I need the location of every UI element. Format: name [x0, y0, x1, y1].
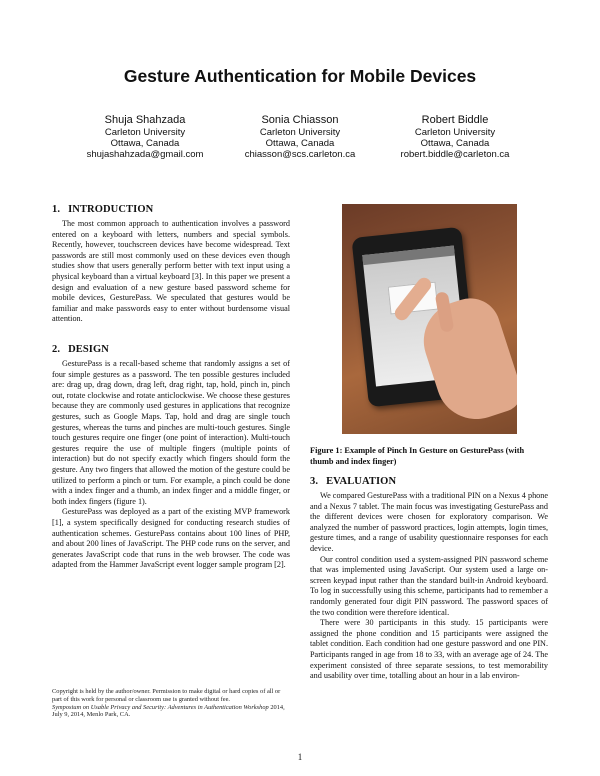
venue-date: 2014, July 9, 2014, Menlo Park, CA.: [52, 703, 285, 719]
author-name: Robert Biddle: [421, 114, 489, 126]
author-affiliation: Carleton University: [414, 127, 496, 138]
figure-caption: Figure 1: Example of Pinch In Gesture on GesturePass (with thumb and index finger): [310, 446, 525, 466]
section-title: EVALUATION: [326, 476, 397, 487]
author-location: Ottawa, Canada: [420, 138, 490, 149]
paragraph: GesturePass was deployed as a part of the existing MVP framework [1], a system specifically designed for conducting research studies of authentication schemes. GesturePass contains about 100 lines of PHP, and about 200 lines of JavaScript. The PHP code runs on the server, and generates JavaScript code that runs in the web browser. The code was adapted from the Hammer JavaScript event logger sample program [2].: [52, 507, 290, 570]
copyright-notice: [52, 688, 290, 719]
section-title: INTRODUCTION: [68, 204, 154, 215]
author-email[interactable]: shujashahzada@gmail.com: [86, 149, 204, 160]
section-introduction: [52, 204, 290, 325]
paper-title: Gesture Authentication for Mobile Devices: [123, 66, 477, 86]
section-number: 3.: [310, 476, 319, 487]
screen-status-bar: [362, 246, 455, 266]
section-number: 1.: [52, 204, 61, 215]
paragraph: There were 30 participants in this study. 15 participants were assigned the phone condition and 15 participants were assigned the tablet condition. Each condition had one gesture password and one PIN. Participants ranged in age from 18 to 33, with an average age of 24. The experiment consisted of three separate sessions, to test memorability and usability over time, totalling about an hour in a lab environ-: [310, 618, 548, 681]
author-name: Shuja Shahzada: [104, 114, 186, 126]
author-1: [70, 114, 220, 160]
author-email[interactable]: robert.biddle@carleton.ca: [400, 149, 510, 160]
author-affiliation: Carleton University: [104, 127, 186, 138]
author-3: [380, 114, 530, 160]
author-location: Ottawa, Canada: [110, 138, 180, 149]
copyright-text: Copyright is held by the author/owner. Permission to make digital or hard copies of all or part of this work for personal or classroom use is granted without fee.: [52, 688, 281, 703]
figure-photo: [342, 204, 517, 434]
venue-name: Symposium on Usable Privacy and Security: Adventures in Authentication Workshop: [52, 703, 269, 711]
section-evaluation: [310, 476, 548, 682]
page-number: 1: [297, 752, 303, 762]
section-title: DESIGN: [68, 344, 109, 355]
section-heading: [52, 344, 290, 355]
paragraph: We compared GesturePass with a traditional PIN on a Nexus 4 phone and a Nexus 7 tablet. The main focus was investigating GesturePass and the different devices were chosen for exploratory comparison. We analyzed the number of password practices, login attempts, login times, gesture times, and a range of usability questionnaire responses for each device.: [310, 491, 548, 553]
author-2: [225, 114, 375, 160]
author-email[interactable]: chiasson@scs.carleton.ca: [244, 149, 356, 160]
author-affiliation: Carleton University: [259, 127, 341, 138]
paragraph: The most common approach to authentication involves a password entered on a keyboard with letters, numbers and special symbols. Recently, however, touchscreen devices have become widespread. Text passwords are still most commonly used on these devices even though studies show that users generally perform better with text input using a physical keyboard than a virtual keyboard [3]. In this paper we present a design and evaluation of a new gesture based password scheme for mobile devices, GesturePass. We speculated that gestures would be familiar and make passwords easy to enter without burdensome visual attention.: [52, 219, 290, 324]
paragraph: Our control condition used a system-assigned PIN password scheme that was implemented using JavaScript. Our system used a large on-screen keypad input rather than the standard built-in Android keyboard. To log in successfully using this scheme, participants had to remember a randomly generated four digit PIN password. The password spaces of the two condition were therefore identical.: [310, 554, 548, 617]
section-heading: [310, 476, 548, 487]
author-block: [70, 114, 530, 160]
section-number: 2.: [52, 344, 61, 355]
section-design: [52, 344, 290, 571]
section-heading: [52, 204, 290, 215]
author-location: Ottawa, Canada: [265, 138, 335, 149]
paragraph: GesturePass is a recall-based scheme that randomly assigns a set of four simple gestures as a password. The ten possible gestures included are: drag up, drag down, drag left, drag right, tap, hold, pinch in, pinch out, rotate clockwise and rotate anticlockwise. We choose these gestures because they are commonly used gestures in applications that recognize gestures, such as Google Maps. Tap, hold and drag are single touch gestures, whereas the turns and pinches are multi-touch gestures. Single touch gestures require one finger (one point of interaction). Multi-touch gestures require the use of multiple fingers (multiple points of interaction) but do not specify exactly which fingers should form the gesture. Any two fingers that allowed the motion of the gesture could be utilized to perform a pinch or turn. For example, a pinch could be done with a index finger and a thumb, an index finger and a middle finger, or both index fingers (figure 1).: [52, 359, 290, 506]
author-name: Sonia Chiasson: [261, 114, 339, 126]
